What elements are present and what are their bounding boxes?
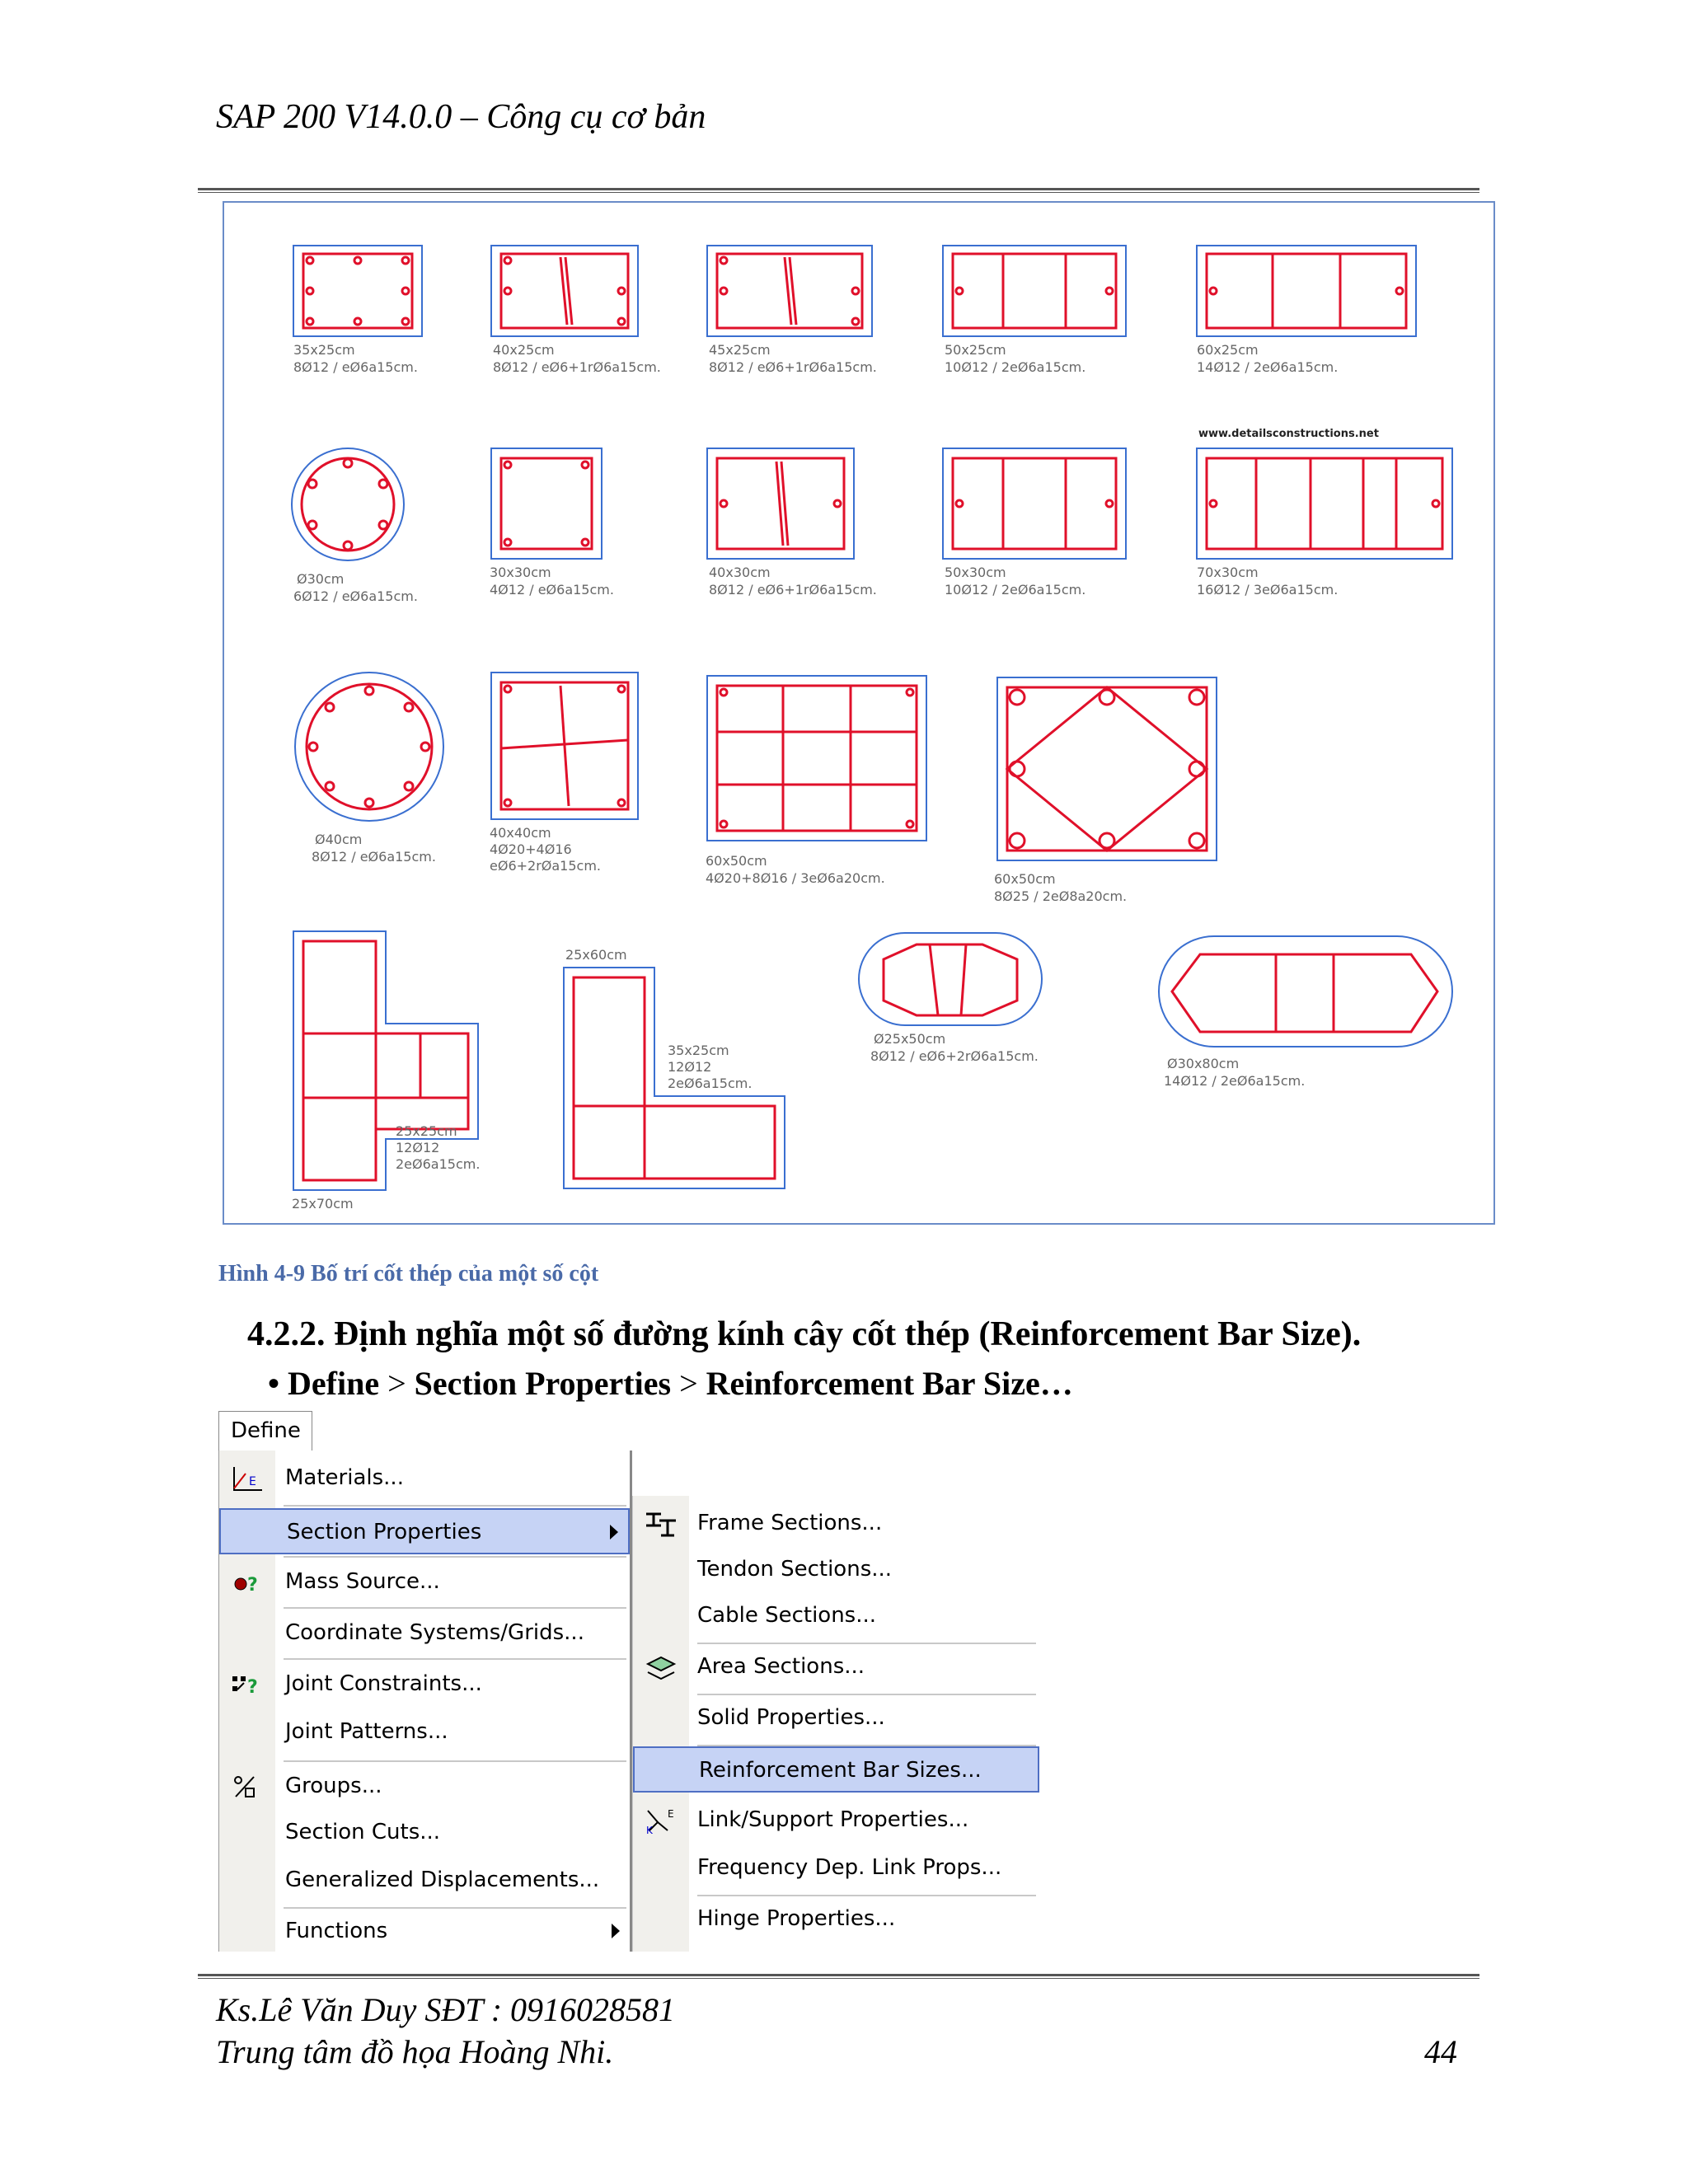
mass-source-icon (229, 1568, 265, 1597)
label-s3-rebar: 8Ø12 / eØ6+1rØ6a15cm. (709, 359, 877, 375)
label-s12-rebar: 4Ø20+4Ø16 (490, 841, 572, 857)
menu-item-label: Groups... (285, 1774, 382, 1798)
label-s9-size: 50x30cm (945, 565, 1006, 580)
column-sections-svg (224, 203, 1493, 1223)
menu-separator (284, 1607, 626, 1609)
label-s16a-size: 25x60cm (565, 947, 627, 963)
figure-caption: Hình 4-9 Bố trí cốt thép của một số cột (218, 1261, 599, 1286)
define-menu-title[interactable] (218, 1411, 312, 1451)
section-60x25 (1197, 246, 1416, 336)
menu-item-label: Functions (285, 1919, 388, 1943)
section-circle-40 (295, 673, 443, 821)
footer-author: Ks.Lê Văn Duy SĐT : 0916028581 (216, 1991, 676, 2028)
footer-organization: Trung tâm đồ họa Hoàng Nhi. (216, 2033, 614, 2070)
section-60x50-b (997, 677, 1217, 860)
label-s16b-rebar: 12Ø12 (668, 1059, 712, 1075)
label-s4-size: 50x25cm (945, 342, 1006, 358)
submenu-item-label: Solid Properties... (697, 1705, 885, 1730)
section-50x30 (943, 448, 1126, 559)
submenu-item-label: Frame Sections... (697, 1511, 883, 1535)
section-oval-30x80 (1159, 936, 1452, 1047)
menu-item-coordinate-systems[interactable] (219, 1610, 630, 1657)
link-support-icon (643, 1806, 679, 1835)
label-s18-rebar: 14Ø12 / 2eØ6a15cm. (1164, 1073, 1306, 1089)
header-title: SAP 200 V14.0.0 – Công cụ cơ bản (216, 98, 706, 136)
svg-text:E: E (668, 1808, 674, 1820)
submenu-arrow-icon (610, 1525, 618, 1540)
label-s15a-size: 25x25cm (396, 1123, 457, 1139)
section-oval-25x50 (859, 933, 1042, 1025)
bullet-glyph: • (268, 1365, 280, 1402)
menu-item-generalized-displacements[interactable] (219, 1858, 630, 1904)
menu-item-materials[interactable] (219, 1455, 630, 1502)
submenu-item-hinge-properties[interactable] (633, 1896, 1039, 1943)
label-s2-size: 40x25cm (493, 342, 555, 358)
footer-rule (198, 1974, 1479, 1979)
section-45x25 (707, 246, 872, 336)
submenu-item-solid-properties[interactable] (633, 1695, 1039, 1741)
label-s14-rebar: 8Ø25 / 2eØ8a20cm. (994, 888, 1128, 904)
menu-separator (284, 1760, 626, 1762)
submenu-arrow-icon (612, 1924, 620, 1938)
section-60x50-a (707, 676, 926, 841)
path-reinforcement-bar-size: Reinforcement Bar Size… (706, 1365, 1073, 1402)
submenu-item-reinforcement-bar-sizes[interactable] (633, 1746, 1039, 1793)
label-s6-size: Ø30cm (297, 571, 345, 587)
label-s12-size: 40x40cm (490, 825, 551, 841)
menu-item-mass-source[interactable] (219, 1559, 630, 1605)
define-menu-label: Define (231, 1418, 301, 1443)
menu-separator (284, 1505, 626, 1507)
menu-item-label: Joint Patterns... (285, 1719, 448, 1744)
frame-sections-icon (643, 1509, 679, 1539)
label-s6-rebar: 6Ø12 / eØ6a15cm. (293, 588, 418, 604)
label-s17-size: Ø25x50cm (874, 1031, 946, 1047)
label-s13-size: 60x50cm (706, 853, 767, 869)
label-s15a-rebar: 12Ø12 (396, 1140, 440, 1155)
submenu-item-cable-sections[interactable] (633, 1593, 1039, 1639)
submenu-item-label: Area Sections... (697, 1654, 865, 1679)
label-s11-size: Ø40cm (315, 832, 363, 847)
define-menu (218, 1451, 632, 1952)
section-40x40 (491, 673, 638, 819)
label-s18-size: Ø30x80cm (1167, 1056, 1240, 1071)
section-30x30 (491, 448, 602, 559)
label-s13-rebar: 4Ø20+8Ø16 / 3eØ6a20cm. (706, 870, 885, 886)
header-rule (198, 188, 1479, 193)
label-s5-rebar: 14Ø12 / 2eØ6a15cm. (1197, 359, 1339, 375)
label-s10-rebar: 16Ø12 / 3eØ6a15cm. (1197, 582, 1339, 598)
label-s4-rebar: 10Ø12 / 2eØ6a15cm. (945, 359, 1086, 375)
submenu-item-tendon-sections[interactable] (633, 1547, 1039, 1593)
label-s8-size: 40x30cm (709, 565, 771, 580)
label-s10-size: 70x30cm (1197, 565, 1259, 580)
menu-item-label: Generalized Displacements... (285, 1868, 600, 1892)
area-sections-icon (643, 1652, 679, 1682)
section-properties-submenu (632, 1496, 1039, 1952)
label-s16b-stirrup: 2eØ6a15cm. (668, 1076, 753, 1091)
menu-path-bullet (268, 1364, 1073, 1403)
label-s7-rebar: 4Ø12 / eØ6a15cm. (490, 582, 614, 598)
joint-constraints-icon (229, 1670, 265, 1699)
section-40x30 (707, 448, 854, 559)
menu-item-joint-constraints[interactable] (219, 1661, 630, 1708)
menu-item-label: Joint Constraints... (285, 1671, 482, 1696)
menu-item-label: Section Cuts... (285, 1820, 441, 1844)
menu-item-label: Coordinate Systems/Grids... (285, 1620, 584, 1645)
label-s7-size: 30x30cm (490, 565, 551, 580)
label-s1-rebar: 8Ø12 / eØ6a15cm. (293, 359, 418, 375)
path-define: Define (288, 1365, 380, 1402)
svg-text:E: E (249, 1475, 256, 1488)
page-number: 44 (1424, 2033, 1457, 2070)
section-circle-30 (292, 448, 404, 560)
svg-text:K: K (646, 1825, 653, 1835)
submenu-item-label: Reinforcement Bar Sizes... (699, 1758, 982, 1783)
label-s5-size: 60x25cm (1197, 342, 1259, 358)
menu-item-label: Mass Source... (285, 1569, 440, 1594)
menu-item-joint-patterns[interactable] (219, 1709, 630, 1755)
svg-text:?: ? (247, 1677, 258, 1698)
path-separator: > (387, 1365, 406, 1402)
label-s2-rebar: 8Ø12 / eØ6+1rØ6a15cm. (493, 359, 661, 375)
path-section-properties: Section Properties (414, 1365, 672, 1402)
label-s16b-size: 35x25cm (668, 1043, 729, 1058)
submenu-item-area-sections[interactable] (633, 1644, 1039, 1690)
section-70x30 (1197, 448, 1452, 559)
section-T-shape (293, 931, 481, 1190)
menu-separator (284, 1556, 626, 1558)
materials-icon (229, 1464, 265, 1493)
submenu-item-label: Tendon Sections... (697, 1557, 893, 1582)
submenu-item-label: Hinge Properties... (697, 1906, 896, 1931)
section-35x25 (293, 246, 422, 336)
label-s11-rebar: 8Ø12 / eØ6a15cm. (312, 849, 436, 865)
menu-item-section-cuts[interactable] (219, 1810, 630, 1856)
section-40x25 (491, 246, 638, 336)
menu-item-section-properties[interactable] (219, 1508, 630, 1554)
groups-icon (229, 1772, 265, 1802)
label-s8-rebar: 8Ø12 / eØ6+1rØ6a15cm. (709, 582, 877, 598)
label-s12-stirrup: eØ6+2rØa15cm. (490, 858, 602, 874)
label-s14-size: 60x50cm (994, 871, 1056, 887)
label-s1-size: 35x25cm (293, 342, 355, 358)
column-sections-drawing (223, 201, 1495, 1225)
path-separator: > (679, 1365, 698, 1402)
menu-item-groups[interactable] (219, 1764, 630, 1810)
menu-item-functions[interactable] (219, 1909, 630, 1955)
label-s3-size: 45x25cm (709, 342, 771, 358)
submenu-item-label: Link/Support Properties... (697, 1807, 969, 1832)
submenu-item-label: Frequency Dep. Link Props... (697, 1855, 1002, 1880)
label-s15a-stirrup: 2eØ6a15cm. (396, 1156, 481, 1172)
svg-text:?: ? (247, 1575, 258, 1596)
label-s15b-size: 25x70cm (292, 1196, 354, 1212)
submenu-item-label: Cable Sections... (697, 1603, 877, 1628)
label-s17-rebar: 8Ø12 / eØ6+2rØ6a15cm. (870, 1048, 1039, 1064)
section-heading: 4.2.2. Định nghĩa một số đường kính cây cốt thép (Reinforcement Bar Size). (247, 1315, 1362, 1353)
submenu-item-frequency-dep-link-props[interactable] (633, 1845, 1039, 1891)
menu-item-label: Section Properties (287, 1520, 482, 1544)
menu-item-label: Materials... (285, 1465, 404, 1490)
submenu-item-link-support-properties[interactable] (633, 1797, 1039, 1844)
label-s9-rebar: 10Ø12 / 2eØ6a15cm. (945, 582, 1086, 598)
menu-separator (284, 1658, 626, 1660)
watermark-text: www.detailsconstructions.net (1198, 428, 1379, 440)
submenu-item-frame-sections[interactable] (633, 1501, 1039, 1547)
section-50x25 (943, 246, 1126, 336)
